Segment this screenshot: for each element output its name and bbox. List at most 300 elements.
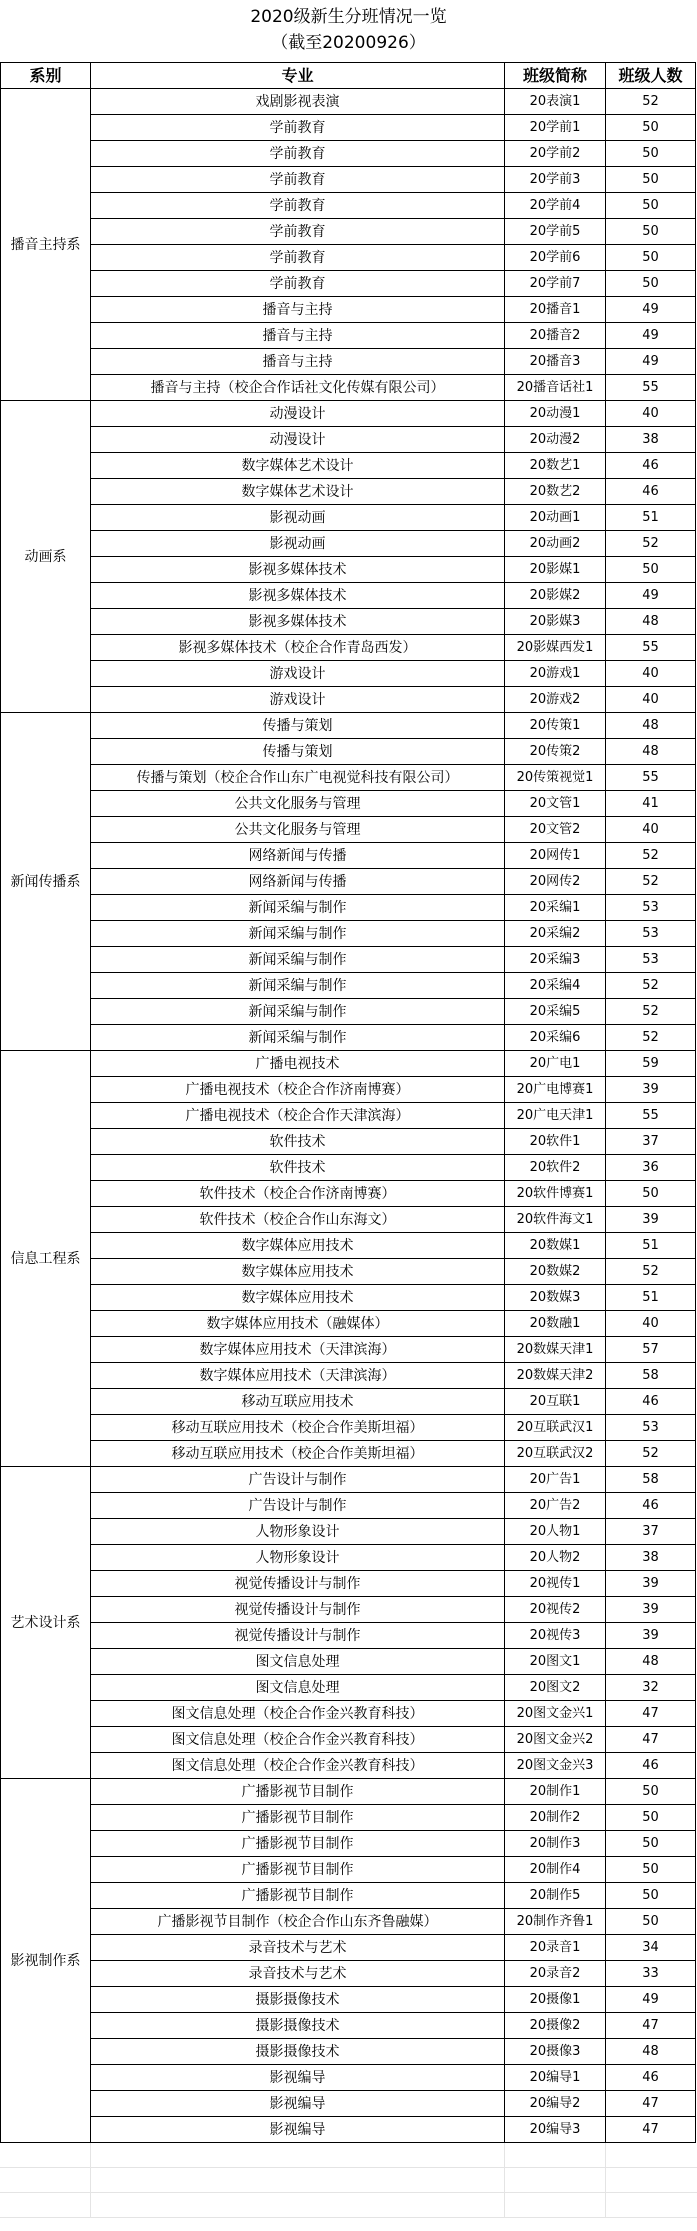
class-abbr-cell: 20采编3	[505, 947, 606, 973]
major-cell: 播音与主持	[91, 323, 505, 349]
class-count-cell: 52	[606, 973, 696, 999]
table-row	[1, 1779, 696, 1805]
class-count-cell: 39	[606, 1623, 696, 1649]
major-cell: 图文信息处理	[91, 1649, 505, 1675]
table-row	[1, 1103, 696, 1129]
class-abbr-cell: 20游戏1	[505, 661, 606, 687]
table-row	[1, 2117, 696, 2143]
major-cell: 戏剧影视表演	[91, 89, 505, 115]
major-cell: 新闻采编与制作	[91, 947, 505, 973]
table-row	[1, 1493, 696, 1519]
major-cell: 影视多媒体技术	[91, 609, 505, 635]
major-cell: 新闻采编与制作	[91, 999, 505, 1025]
table-row	[1, 947, 696, 973]
major-cell: 传播与策划	[91, 739, 505, 765]
class-count-cell: 53	[606, 921, 696, 947]
table-row	[1, 1571, 696, 1597]
class-count-cell: 46	[606, 1753, 696, 1779]
class-count-cell: 50	[606, 245, 696, 271]
table-row	[1, 297, 696, 323]
table-row	[1, 271, 696, 297]
class-count-cell: 46	[606, 1493, 696, 1519]
header-abbr: 班级简称	[505, 63, 606, 89]
class-abbr-cell: 20网传2	[505, 869, 606, 895]
major-cell: 数字媒体应用技术	[91, 1285, 505, 1311]
class-count-cell: 51	[606, 1233, 696, 1259]
dept-cell: 播音主持系	[1, 89, 91, 401]
class-abbr-cell: 20影媒1	[505, 557, 606, 583]
major-cell: 影视多媒体技术	[91, 557, 505, 583]
class-count-cell: 40	[606, 401, 696, 427]
class-count-cell: 51	[606, 505, 696, 531]
major-cell: 广告设计与制作	[91, 1493, 505, 1519]
major-cell: 摄影摄像技术	[91, 2013, 505, 2039]
table-row	[1, 479, 696, 505]
class-count-cell: 50	[606, 115, 696, 141]
class-abbr-cell: 20采编1	[505, 895, 606, 921]
major-cell: 学前教育	[91, 167, 505, 193]
class-abbr-cell: 20采编5	[505, 999, 606, 1025]
class-count-cell: 52	[606, 1441, 696, 1467]
major-cell: 公共文化服务与管理	[91, 817, 505, 843]
major-cell: 公共文化服务与管理	[91, 791, 505, 817]
table-row	[1, 89, 696, 115]
grid-divider	[90, 2143, 91, 2167]
grid-divider	[90, 2168, 91, 2192]
class-count-cell: 37	[606, 1519, 696, 1545]
class-count-cell: 58	[606, 1467, 696, 1493]
table-row	[1, 1233, 696, 1259]
table-row	[1, 1415, 696, 1441]
class-abbr-cell: 20摄像1	[505, 1987, 606, 2013]
class-abbr-cell: 20动漫2	[505, 427, 606, 453]
class-abbr-cell: 20数媒天津1	[505, 1337, 606, 1363]
class-abbr-cell: 20文管1	[505, 791, 606, 817]
table-row	[1, 1935, 696, 1961]
class-count-cell: 55	[606, 375, 696, 401]
table-row	[1, 1389, 696, 1415]
table-row	[1, 1285, 696, 1311]
table-row	[1, 713, 696, 739]
class-abbr-cell: 20制作2	[505, 1805, 606, 1831]
table-row	[1, 1727, 696, 1753]
table-row	[1, 1025, 696, 1051]
class-abbr-cell: 20图文金兴2	[505, 1727, 606, 1753]
class-count-cell: 41	[606, 791, 696, 817]
major-cell: 广播电视技术（校企合作济南博赛）	[91, 1077, 505, 1103]
major-cell: 图文信息处理（校企合作金兴教育科技）	[91, 1753, 505, 1779]
table-row	[1, 375, 696, 401]
major-cell: 录音技术与艺术	[91, 1961, 505, 1987]
class-count-cell: 53	[606, 947, 696, 973]
empty-grid-row	[0, 2193, 697, 2218]
class-count-cell: 46	[606, 2065, 696, 2091]
class-abbr-cell: 20播音3	[505, 349, 606, 375]
table-row	[1, 1753, 696, 1779]
class-abbr-cell: 20广告2	[505, 1493, 606, 1519]
class-count-cell: 49	[606, 349, 696, 375]
class-count-cell: 32	[606, 1675, 696, 1701]
major-cell: 数字媒体应用技术	[91, 1259, 505, 1285]
dept-cell: 信息工程系	[1, 1051, 91, 1467]
major-cell: 新闻采编与制作	[91, 921, 505, 947]
class-abbr-cell: 20编导2	[505, 2091, 606, 2117]
major-cell: 播音与主持（校企合作话社文化传媒有限公司）	[91, 375, 505, 401]
class-abbr-cell: 20制作3	[505, 1831, 606, 1857]
table-row	[1, 193, 696, 219]
table-row	[1, 1701, 696, 1727]
class-abbr-cell: 20制作1	[505, 1779, 606, 1805]
table-row	[1, 1857, 696, 1883]
header-dept: 系别	[1, 63, 91, 89]
major-cell: 影视动画	[91, 531, 505, 557]
class-abbr-cell: 20数艺1	[505, 453, 606, 479]
class-count-cell: 40	[606, 817, 696, 843]
class-count-cell: 52	[606, 999, 696, 1025]
major-cell: 人物形象设计	[91, 1519, 505, 1545]
class-count-cell: 33	[606, 1961, 696, 1987]
major-cell: 广播影视节目制作	[91, 1857, 505, 1883]
empty-grid-row	[0, 2168, 697, 2193]
class-abbr-cell: 20视传2	[505, 1597, 606, 1623]
class-abbr-cell: 20动漫1	[505, 401, 606, 427]
table-row	[1, 167, 696, 193]
table-row	[1, 1805, 696, 1831]
table-row	[1, 1259, 696, 1285]
class-abbr-cell: 20制作5	[505, 1883, 606, 1909]
table-row	[1, 817, 696, 843]
table-row	[1, 791, 696, 817]
grid-divider	[504, 2168, 505, 2192]
major-cell: 图文信息处理	[91, 1675, 505, 1701]
class-abbr-cell: 20学前7	[505, 271, 606, 297]
class-abbr-cell: 20传策视觉1	[505, 765, 606, 791]
major-cell: 数字媒体艺术设计	[91, 479, 505, 505]
dept-cell: 艺术设计系	[1, 1467, 91, 1779]
class-abbr-cell: 20广告1	[505, 1467, 606, 1493]
grid-divider	[605, 2193, 606, 2217]
major-cell: 广播影视节目制作（校企合作山东齐鲁融媒）	[91, 1909, 505, 1935]
class-abbr-cell: 20学前3	[505, 167, 606, 193]
class-count-cell: 39	[606, 1571, 696, 1597]
grid-divider	[605, 2143, 606, 2167]
class-count-cell: 52	[606, 531, 696, 557]
class-count-cell: 51	[606, 1285, 696, 1311]
major-cell: 学前教育	[91, 245, 505, 271]
class-abbr-cell: 20制作4	[505, 1857, 606, 1883]
major-cell: 游戏设计	[91, 661, 505, 687]
major-cell: 移动互联应用技术（校企合作美斯坦福）	[91, 1415, 505, 1441]
class-abbr-cell: 20录音2	[505, 1961, 606, 1987]
class-count-cell: 53	[606, 1415, 696, 1441]
major-cell: 动漫设计	[91, 427, 505, 453]
dept-cell: 新闻传播系	[1, 713, 91, 1051]
class-count-cell: 34	[606, 1935, 696, 1961]
class-abbr-cell: 20互联武汉2	[505, 1441, 606, 1467]
major-cell: 数字媒体应用技术	[91, 1233, 505, 1259]
class-count-cell: 48	[606, 713, 696, 739]
major-cell: 影视编导	[91, 2091, 505, 2117]
major-cell: 影视编导	[91, 2117, 505, 2143]
class-abbr-cell: 20表演1	[505, 89, 606, 115]
table-row	[1, 349, 696, 375]
class-count-cell: 58	[606, 1363, 696, 1389]
major-cell: 软件技术（校企合作山东海文）	[91, 1207, 505, 1233]
table-row	[1, 1077, 696, 1103]
class-count-cell: 38	[606, 427, 696, 453]
table-row	[1, 453, 696, 479]
table-row	[1, 1909, 696, 1935]
class-count-cell: 38	[606, 1545, 696, 1571]
class-abbr-cell: 20播音1	[505, 297, 606, 323]
class-abbr-cell: 20影媒2	[505, 583, 606, 609]
class-count-cell: 50	[606, 1805, 696, 1831]
class-count-cell: 47	[606, 2091, 696, 2117]
major-cell: 图文信息处理（校企合作金兴教育科技）	[91, 1701, 505, 1727]
table-row	[1, 635, 696, 661]
class-abbr-cell: 20摄像2	[505, 2013, 606, 2039]
grid-divider	[504, 2143, 505, 2167]
major-cell: 学前教育	[91, 115, 505, 141]
class-count-cell: 46	[606, 453, 696, 479]
table-row	[1, 661, 696, 687]
major-cell: 广播影视节目制作	[91, 1805, 505, 1831]
table-row	[1, 2091, 696, 2117]
table-row	[1, 115, 696, 141]
table-row	[1, 1623, 696, 1649]
class-abbr-cell: 20编导1	[505, 2065, 606, 2091]
major-cell: 广播电视技术（校企合作天津滨海）	[91, 1103, 505, 1129]
class-abbr-cell: 20软件海文1	[505, 1207, 606, 1233]
table-row	[1, 1155, 696, 1181]
major-cell: 移动互联应用技术（校企合作美斯坦福）	[91, 1441, 505, 1467]
empty-sheet-grid	[0, 2143, 697, 2218]
class-abbr-cell: 20播音2	[505, 323, 606, 349]
table-row	[1, 557, 696, 583]
class-count-cell: 37	[606, 1129, 696, 1155]
table-row	[1, 1545, 696, 1571]
table-row	[1, 765, 696, 791]
class-count-cell: 52	[606, 1259, 696, 1285]
class-abbr-cell: 20动画2	[505, 531, 606, 557]
class-abbr-cell: 20数媒1	[505, 1233, 606, 1259]
class-abbr-cell: 20图文金兴3	[505, 1753, 606, 1779]
table-row	[1, 999, 696, 1025]
class-count-cell: 39	[606, 1077, 696, 1103]
major-cell: 人物形象设计	[91, 1545, 505, 1571]
class-count-cell: 50	[606, 219, 696, 245]
class-count-cell: 49	[606, 1987, 696, 2013]
major-cell: 游戏设计	[91, 687, 505, 713]
major-cell: 数字媒体艺术设计	[91, 453, 505, 479]
major-cell: 广播影视节目制作	[91, 1883, 505, 1909]
table-row	[1, 427, 696, 453]
major-cell: 数字媒体应用技术（融媒体）	[91, 1311, 505, 1337]
major-cell: 移动互联应用技术	[91, 1389, 505, 1415]
header-major: 专业	[91, 63, 505, 89]
class-count-cell: 36	[606, 1155, 696, 1181]
class-count-cell: 52	[606, 843, 696, 869]
class-abbr-cell: 20动画1	[505, 505, 606, 531]
class-count-cell: 52	[606, 89, 696, 115]
dept-cell: 影视制作系	[1, 1779, 91, 2143]
class-count-cell: 39	[606, 1207, 696, 1233]
table-row	[1, 505, 696, 531]
class-abbr-cell: 20广电天津1	[505, 1103, 606, 1129]
major-cell: 网络新闻与传播	[91, 869, 505, 895]
table-row	[1, 1311, 696, 1337]
class-count-cell: 48	[606, 2039, 696, 2065]
major-cell: 播音与主持	[91, 297, 505, 323]
table-row	[1, 869, 696, 895]
major-cell: 视觉传播设计与制作	[91, 1597, 505, 1623]
class-abbr-cell: 20图文2	[505, 1675, 606, 1701]
major-cell: 动漫设计	[91, 401, 505, 427]
class-count-cell: 57	[606, 1337, 696, 1363]
table-row	[1, 1831, 696, 1857]
class-count-cell: 50	[606, 141, 696, 167]
class-count-cell: 49	[606, 583, 696, 609]
class-count-cell: 52	[606, 1025, 696, 1051]
class-abbr-cell: 20学前1	[505, 115, 606, 141]
class-count-cell: 50	[606, 1779, 696, 1805]
class-abbr-cell: 20广电博赛1	[505, 1077, 606, 1103]
page-title: 2020级新生分班情况一览	[250, 7, 447, 27]
table-row	[1, 1649, 696, 1675]
class-abbr-cell: 20播音话社1	[505, 375, 606, 401]
class-count-cell: 50	[606, 557, 696, 583]
table-row	[1, 583, 696, 609]
major-cell: 新闻采编与制作	[91, 895, 505, 921]
class-abbr-cell: 20网传1	[505, 843, 606, 869]
class-count-cell: 48	[606, 609, 696, 635]
major-cell: 学前教育	[91, 219, 505, 245]
class-count-cell: 40	[606, 661, 696, 687]
class-abbr-cell: 20图文1	[505, 1649, 606, 1675]
class-count-cell: 47	[606, 2013, 696, 2039]
table-row	[1, 973, 696, 999]
class-count-cell: 50	[606, 1857, 696, 1883]
major-cell: 新闻采编与制作	[91, 973, 505, 999]
table-row	[1, 1987, 696, 2013]
table-row	[1, 843, 696, 869]
class-abbr-cell: 20人物1	[505, 1519, 606, 1545]
major-cell: 数字媒体应用技术（天津滨海）	[91, 1363, 505, 1389]
class-count-cell: 53	[606, 895, 696, 921]
class-abbr-cell: 20数艺2	[505, 479, 606, 505]
class-table	[0, 62, 696, 2143]
major-cell: 影视动画	[91, 505, 505, 531]
class-abbr-cell: 20学前5	[505, 219, 606, 245]
major-cell: 广播电视技术	[91, 1051, 505, 1077]
grid-divider	[605, 2168, 606, 2192]
class-abbr-cell: 20传策2	[505, 739, 606, 765]
class-count-cell: 50	[606, 167, 696, 193]
table-row	[1, 1337, 696, 1363]
class-abbr-cell: 20采编2	[505, 921, 606, 947]
class-abbr-cell: 20软件博赛1	[505, 1181, 606, 1207]
class-count-cell: 40	[606, 1311, 696, 1337]
major-cell: 影视编导	[91, 2065, 505, 2091]
class-count-cell: 47	[606, 2117, 696, 2143]
class-count-cell: 46	[606, 479, 696, 505]
table-row	[1, 921, 696, 947]
grid-divider	[90, 2193, 91, 2217]
class-count-cell: 50	[606, 1831, 696, 1857]
table-row	[1, 895, 696, 921]
major-cell: 学前教育	[91, 193, 505, 219]
dept-cell: 动画系	[1, 401, 91, 713]
table-row	[1, 2065, 696, 2091]
class-count-cell: 46	[606, 1389, 696, 1415]
page-subtitle: （截至20200926）	[271, 33, 426, 53]
class-count-cell: 50	[606, 1883, 696, 1909]
table-row	[1, 1181, 696, 1207]
class-count-cell: 48	[606, 1649, 696, 1675]
class-abbr-cell: 20学前6	[505, 245, 606, 271]
table-row	[1, 1597, 696, 1623]
class-abbr-cell: 20影媒3	[505, 609, 606, 635]
class-abbr-cell: 20人物2	[505, 1545, 606, 1571]
header-count: 班级人数	[606, 63, 696, 89]
major-cell: 传播与策划（校企合作山东广电视觉科技有限公司）	[91, 765, 505, 791]
class-abbr-cell: 20采编4	[505, 973, 606, 999]
table-row	[1, 1441, 696, 1467]
major-cell: 影视多媒体技术	[91, 583, 505, 609]
class-abbr-cell: 20摄像3	[505, 2039, 606, 2065]
table-row	[1, 1467, 696, 1493]
table-row	[1, 531, 696, 557]
table-row	[1, 2039, 696, 2065]
class-abbr-cell: 20游戏2	[505, 687, 606, 713]
class-count-cell: 47	[606, 1701, 696, 1727]
table-row	[1, 141, 696, 167]
class-abbr-cell: 20传策1	[505, 713, 606, 739]
grid-divider	[504, 2193, 505, 2217]
table-body	[1, 89, 696, 2143]
major-cell: 软件技术	[91, 1129, 505, 1155]
class-count-cell: 39	[606, 1597, 696, 1623]
major-cell: 录音技术与艺术	[91, 1935, 505, 1961]
class-abbr-cell: 20数媒2	[505, 1259, 606, 1285]
class-abbr-cell: 20互联1	[505, 1389, 606, 1415]
class-count-cell: 55	[606, 765, 696, 791]
class-abbr-cell: 20录音1	[505, 1935, 606, 1961]
class-abbr-cell: 20制作齐鲁1	[505, 1909, 606, 1935]
class-abbr-cell: 20视传1	[505, 1571, 606, 1597]
class-abbr-cell: 20广电1	[505, 1051, 606, 1077]
class-count-cell: 50	[606, 1909, 696, 1935]
table-row	[1, 219, 696, 245]
class-abbr-cell: 20采编6	[505, 1025, 606, 1051]
class-count-cell: 55	[606, 635, 696, 661]
table-row	[1, 2013, 696, 2039]
header-row	[1, 63, 696, 89]
table-row	[1, 1051, 696, 1077]
major-cell: 软件技术（校企合作济南博赛）	[91, 1181, 505, 1207]
table-row	[1, 1883, 696, 1909]
class-count-cell: 47	[606, 1727, 696, 1753]
table-row	[1, 739, 696, 765]
table-row	[1, 1207, 696, 1233]
class-abbr-cell: 20数媒天津2	[505, 1363, 606, 1389]
table-row	[1, 1961, 696, 1987]
major-cell: 软件技术	[91, 1155, 505, 1181]
table-row	[1, 1519, 696, 1545]
major-cell: 视觉传播设计与制作	[91, 1623, 505, 1649]
class-abbr-cell: 20软件2	[505, 1155, 606, 1181]
major-cell: 广播影视节目制作	[91, 1831, 505, 1857]
